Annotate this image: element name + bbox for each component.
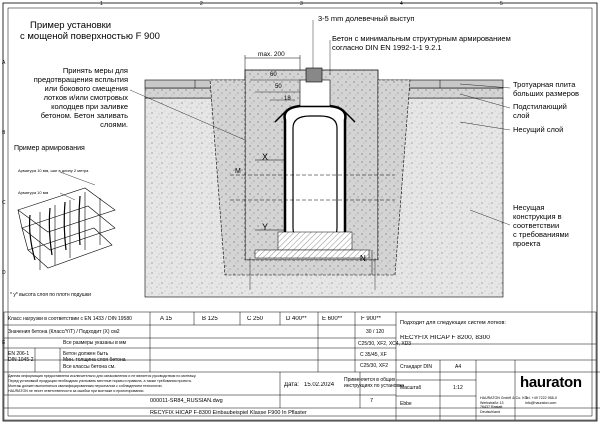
grid-side-a: A [2,60,6,66]
concrete-value-4: C25/30, XF2 [360,363,389,369]
dim-x: X [262,152,269,162]
measures-label-line: слоями. [100,120,128,129]
bedding-label [513,102,567,120]
structure-label-line: соответствии [513,221,560,230]
scale-label: Масштаб [400,385,422,391]
suitable-note-1: Применяется в общих [344,377,396,383]
grid-side-b: B [2,130,6,136]
product-name: RECYFIX HICAP F 8200, 8300 [400,335,490,341]
concrete-label-line2: согласно DIN EN 1992-1-1 9.2.1 [332,43,442,52]
load-class-f900: F 900** [361,316,382,322]
hauraton-logo: hauraton [520,374,582,391]
rebar-label-1: Арматура 10 мм, шаг в длину 2 метра [18,168,89,173]
measures-label-line: бетоном. Бетон заливать [40,111,128,120]
grid-side-d: D [2,270,6,276]
grid-top-3: 3 [300,1,303,7]
measures-label [8,66,128,129]
disclaimer-line: Данная информация предоставлена исключительно для ознакомления и не является руководством по монтажу. [8,374,197,378]
disclaimer-line: Монтаж должен выполняться квалифицированным персоналом с соблюдением технологии. [8,384,163,388]
reinforcement-title: Пример армирования [14,145,85,152]
grid-top-5: 5 [500,1,503,7]
edition-label: Ebbe [400,401,412,407]
concrete-label-line1: Бетон с минимальным структурным армированием [332,34,511,43]
note-3: Мин. толщина слоя бетона [63,357,126,363]
date-value: 15.02.2024 [304,382,335,388]
structure-label-line: конструкция в [513,212,562,221]
standard-value: A4 [455,364,462,370]
footnote: * y* высота слоя по плотн подушки [10,292,91,298]
structure-label-line: с требованиями [513,230,569,239]
measures-label-line: или бокового смещения [44,84,128,93]
structure-label-line: Несущая [513,203,545,212]
note-1: Все размеры указаны в мм [63,340,127,346]
contact-line: info@hauraton.com [525,400,557,405]
paving-label-line: Тротуарная плита [513,80,576,89]
grate-slot [300,80,330,106]
product-header: Подходит для следующих систем лотков: [400,320,506,326]
standard-ref-2: DIN 1045-2 [8,357,34,363]
company-line: Deutschland [480,409,500,414]
concrete-value-2: C25/30, XF2, XC4, XD3 [358,341,412,347]
doc-number: 000011-SR84_RUSSIAN.dwg [150,398,223,404]
date-label: Дата: [284,382,299,388]
load-class-e600: E 600** [322,316,343,322]
paving-label [513,80,579,98]
measures-label-line: колодцев при заливке [51,102,128,111]
grid-top-4: 4 [400,1,403,7]
grid-side-c: C [2,200,6,206]
load-class-d400: D 400** [286,316,307,322]
contact-line: Tel. +49 7222 958-0 [525,396,557,400]
dim-m: M [235,168,241,175]
dim-50: 50 [275,84,282,90]
bedding-label-line: слой [513,111,530,120]
page-number: 7 [370,398,374,404]
scale-value: 1:12 [453,385,463,391]
company-line: 76437 Rastatt [480,405,503,409]
drawing-title-line1: Пример установки [30,20,112,31]
company-line: HAURATON GmbH & Co. KG [480,396,528,400]
dim-y: Y [262,222,269,232]
standard-ref-1: EN 206-1 [8,351,30,357]
base-label-line: Несущий слой [513,125,564,134]
concrete-values-desc: Значения бетона (Класс/Y/Т) / Подходит (X) см2 [8,329,120,335]
disclaimer-line: HAURATON не несет ответственности за ошибки при монтаже и проектировании. [8,389,145,393]
channel-base-hatch [278,232,352,250]
grate-top [306,68,322,82]
dim-n: N [360,254,366,263]
rebar-label-2: Арматура 10 мм [18,190,49,195]
measures-label-line: Принять меры для [62,66,128,75]
note-2: Бетон должен быть [63,351,109,357]
load-class-c250: C 250 [247,316,264,322]
dim-60: 60 [270,72,277,78]
file-path: RECYFIX HICAP F-8300 Einbaubeispiel Klasse F900 In Pflaster [150,410,307,416]
structure-label [513,203,569,248]
concrete-value-1: 30 / 120 [366,329,385,335]
measures-label-line: лотков и/или смотровых [43,93,128,102]
note-4: Все классы бетона см. [63,364,116,370]
measures-label-line: предотвращения всплытия [33,75,128,84]
drawing-title-line2: с мощеной поверхностью F 900 [20,31,160,42]
contact-info [525,396,557,405]
bedding-label-line: Подстилающий [513,102,567,111]
channel-inner [293,116,337,242]
structure-label-line: проекта [513,239,541,248]
load-class-desc: Класс нагрузки в соответствии с EN 1433 / DIN 19580 [8,316,132,322]
dim-max-200: max. 200 [258,51,285,58]
paving-label-line: больших размеров [513,89,579,98]
grid-top-2: 2 [200,1,203,7]
standard-label: Стандарт DIN [400,364,433,370]
load-class-a15: A 15 [160,316,173,322]
disclaimer-line: Перед установкой продукции необходимо учитывать местные нормы и правила, а также требования проекта. [8,379,192,383]
disclaimer [8,374,278,394]
company-info [480,396,527,414]
load-class-b125: B 125 [202,316,218,322]
concrete-value-3: C 35/45, XF [360,352,387,358]
company-line: Werkstraße 13 [480,400,504,405]
protrusion-label: 3-5 mm долевечный выступ [318,14,415,23]
base-label [513,125,563,134]
dim-18: 18 [284,96,291,102]
suitable-note-2: инструкциях по установке. [344,383,406,389]
reinforcement-cage [18,188,115,270]
grid-side-e: E [2,340,6,346]
grid-top-1: 1 [100,1,103,7]
